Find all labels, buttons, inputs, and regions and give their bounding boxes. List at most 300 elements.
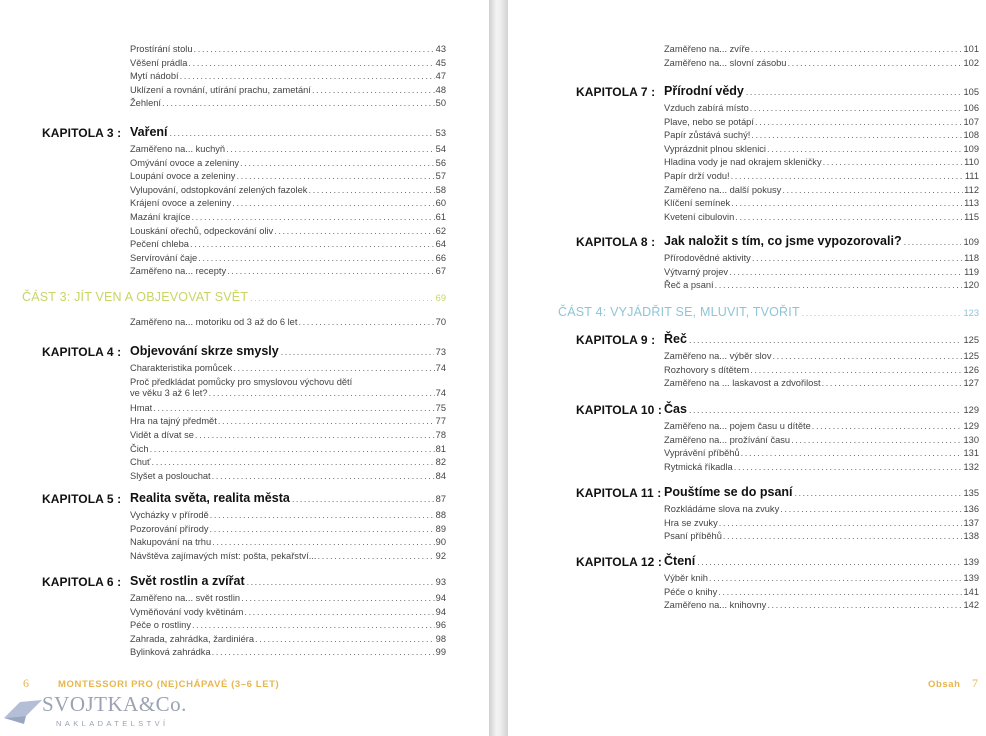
toc-entry (130, 253, 446, 264)
toc-dot-leader (255, 634, 435, 645)
toc-entry-title: Chuť (130, 457, 151, 468)
toc-entry (130, 239, 446, 250)
toc-dot-leader (715, 280, 963, 291)
toc-entry-page: 125 (963, 351, 979, 361)
toc-dot-leader (689, 405, 962, 415)
toc-dot-leader (735, 212, 963, 223)
toc-dot-leader (780, 504, 962, 515)
toc-dot-leader (209, 388, 435, 399)
toc-dot-leader (236, 171, 434, 182)
toc-dot-leader (823, 157, 964, 168)
part-heading (22, 290, 446, 304)
chapter-label: KAPITOLA 10 : (576, 403, 662, 417)
chapter-heading (664, 485, 979, 499)
toc-dot-leader (802, 308, 962, 318)
toc-dot-leader (212, 647, 435, 658)
toc-entry (130, 647, 446, 658)
toc-entry-title: Proč předkládat pomůcky pro smyslovou výchovu dětí (130, 376, 353, 387)
toc-entry (664, 144, 979, 155)
toc-entry-title: Rozkládáme slova na zvuky (664, 504, 780, 514)
toc-entry (130, 171, 446, 182)
toc-dot-leader (750, 103, 963, 114)
right-toc (508, 0, 986, 736)
toc-entry-title: Pečení chleba (130, 239, 189, 250)
chapter-page: 53 (435, 128, 446, 138)
toc-entry-page: 98 (435, 633, 446, 644)
toc-entry (130, 58, 446, 69)
toc-dot-leader (723, 531, 963, 542)
chapter-page: 73 (435, 347, 446, 357)
toc-dot-leader (750, 365, 962, 376)
toc-entry-page: 106 (963, 103, 979, 113)
toc-entry-page: 126 (963, 364, 979, 375)
chapter-label: KAPITOLA 5 : (42, 492, 122, 506)
toc-entry-page: 118 (964, 253, 979, 263)
toc-entry-title: Vyměňování vody květinám (130, 606, 244, 617)
toc-dot-leader (241, 593, 435, 604)
chapter-title: Objevování skrze smysly (130, 344, 279, 358)
chapter-label: KAPITOLA 7 : (576, 85, 656, 99)
toc-entry-title: Zaměřeno na... recepty (130, 266, 227, 277)
toc-dot-leader (152, 457, 435, 468)
toc-entry-title: Hladina vody je nad okrajem skleničky (664, 157, 822, 168)
toc-entry-page: 47 (435, 71, 446, 82)
toc-entry-page: 141 (963, 586, 979, 597)
toc-entry (130, 593, 446, 604)
chapter-title: Vaření (130, 125, 168, 139)
chapter-heading (130, 491, 446, 505)
toc-entry (664, 212, 979, 223)
left-page (0, 0, 489, 736)
toc-entry (130, 551, 446, 562)
toc-dot-leader (767, 600, 962, 611)
toc-entry-page: 113 (964, 198, 979, 209)
toc-entry-page: 99 (435, 647, 446, 658)
toc-dot-leader (244, 607, 434, 618)
toc-entry-title: Zaměřeno na... svět rostlin (130, 593, 241, 603)
chapter-heading (664, 332, 979, 346)
toc-entry-page: 74 (435, 363, 446, 373)
toc-entry-title: Rytmická říkadla (664, 461, 733, 472)
toc-entry-page: 96 (435, 620, 446, 631)
book-gutter (489, 0, 508, 736)
toc-entry-page: 50 (435, 98, 446, 109)
toc-entry-page: 131 (963, 448, 979, 459)
toc-dot-leader (227, 266, 435, 277)
toc-entry-title: Papír drží vodu! (664, 171, 730, 181)
toc-entry-page: 94 (435, 606, 446, 617)
publisher-logo (0, 692, 200, 736)
part-page: 123 (963, 308, 979, 318)
toc-entry-title: Zaměřeno na... knihovny (664, 600, 767, 611)
toc-entry-title: Péče o rostliny (130, 620, 191, 631)
toc-entry (664, 253, 979, 264)
toc-dot-leader (308, 185, 434, 196)
toc-entry-title: Omývání ovoce a zeleniny (130, 157, 240, 168)
toc-entry-page: 58 (435, 184, 446, 195)
toc-dot-leader (782, 185, 963, 196)
toc-entry (130, 71, 446, 82)
toc-dot-leader (170, 128, 434, 138)
toc-entry-page: 101 (963, 44, 979, 54)
toc-entry-title: Vyprázdnit plnou sklenici (664, 143, 766, 154)
toc-entry-title: Zaměřeno na... další pokusy (664, 184, 782, 195)
toc-entry (664, 280, 979, 291)
toc-dot-leader (746, 87, 962, 97)
toc-dot-leader (752, 253, 963, 264)
chapter-title: Realita světa, realita města (130, 491, 290, 505)
toc-dot-leader (795, 488, 962, 498)
toc-entry-title: Zaměřeno na... pojem času u dítěte (664, 421, 811, 431)
toc-entry (664, 518, 979, 529)
toc-entry-title: Mytí nádobí (130, 71, 179, 82)
toc-dot-leader (767, 144, 963, 155)
chapter-page: 139 (963, 557, 979, 567)
chapter-title: Řeč (664, 332, 687, 346)
chapter-title: Čtení (664, 554, 696, 568)
chapter-page: 109 (963, 237, 979, 247)
chapter-heading (130, 344, 446, 358)
toc-entry-page: 89 (435, 523, 446, 534)
left-running-title: MONTESSORI PRO (NE)CHÁPAVÉ (3–6 LET) (58, 679, 280, 690)
toc-entry-page: 132 (963, 461, 979, 472)
toc-entry (130, 144, 446, 155)
toc-entry-title: Charakteristika pomůcek (130, 363, 233, 373)
toc-entry (130, 44, 446, 55)
toc-entry (130, 198, 446, 209)
toc-entry-page: 57 (435, 171, 446, 182)
toc-entry-page: 66 (435, 252, 446, 263)
toc-entry-page: 120 (963, 280, 979, 291)
chapter-title: Svět rostlin a zvířat (130, 574, 245, 588)
toc-entry-page: 74 (435, 387, 446, 398)
publisher-logo-subtitle: NAKLADATELSTVÍ (56, 719, 169, 728)
toc-entry-page: 90 (435, 537, 446, 548)
toc-dot-leader (731, 171, 964, 182)
chapter-heading (664, 234, 979, 248)
chapter-heading (130, 125, 446, 139)
toc-dot-leader (772, 351, 962, 362)
toc-entry-title: Zahrada, zahrádka, žardiniéra (130, 633, 255, 644)
chapter-heading (664, 402, 979, 416)
toc-entry-title: Zaměřeno na ... laskavost a zdvořilost (664, 378, 821, 389)
toc-entry (664, 587, 979, 598)
toc-dot-leader (719, 518, 963, 529)
chapter-label: KAPITOLA 6 : (42, 575, 122, 589)
chapter-title: Čas (664, 402, 687, 416)
toc-entry (664, 171, 979, 182)
left-toc (0, 0, 489, 736)
toc-entry (664, 378, 979, 389)
toc-entry-page: 94 (435, 593, 446, 603)
toc-entry-page: 137 (963, 517, 979, 528)
chapter-page: 105 (963, 87, 979, 97)
toc-entry-page: 45 (435, 57, 446, 68)
toc-entry (130, 98, 446, 109)
chapter-heading (664, 554, 979, 568)
toc-dot-leader (232, 198, 434, 209)
right-running-title: Obsah (928, 679, 961, 690)
toc-entry (130, 537, 446, 548)
toc-entry-title: Louskání ořechů, odpeckování oliv (130, 225, 274, 236)
publisher-logo-brand: SVOJTKA&Co. (42, 692, 187, 716)
toc-entry-page: 64 (435, 239, 446, 250)
toc-entry-title: Zaměřeno na... zvíře (664, 44, 750, 54)
toc-dot-leader (153, 403, 434, 414)
toc-dot-leader (791, 435, 962, 446)
toc-dot-leader (741, 448, 963, 459)
toc-entry (664, 117, 979, 128)
chapter-heading (664, 84, 979, 98)
toc-entry-title: Zaměřeno na... slovní zásobu (664, 57, 787, 68)
right-page (508, 0, 986, 736)
toc-dot-leader (240, 158, 435, 169)
toc-entry-page: 107 (963, 116, 979, 127)
toc-entry-title: Uklízení a rovnání, utírání prachu, zametání (130, 84, 311, 95)
toc-dot-leader (274, 226, 434, 237)
toc-entry-page: 127 (963, 378, 979, 389)
toc-entry (130, 85, 446, 96)
toc-dot-leader (709, 573, 963, 584)
chapter-label: KAPITOLA 9 : (576, 333, 656, 347)
toc-dot-leader (729, 267, 963, 278)
toc-entry-title: Vylupování, odstopkování zelených fazolek (130, 184, 308, 195)
toc-dot-leader (226, 144, 435, 155)
toc-entry-title: Kvetení cibulovin (664, 211, 735, 222)
chapter-page: 93 (435, 577, 446, 587)
toc-entry-title: Věšení prádla (130, 57, 188, 68)
toc-entry-page: 54 (435, 144, 446, 154)
toc-entry (130, 524, 446, 535)
toc-entry-title: Hra se zvuky (664, 517, 718, 528)
toc-entry-title: Zaměřeno na... prožívání času (664, 434, 791, 445)
toc-entry-title: Servírování čaje (130, 252, 198, 263)
toc-entry-title: Psaní příběhů (664, 531, 722, 542)
chapter-heading (130, 574, 446, 588)
toc-entry (130, 510, 446, 521)
chapter-page: 129 (963, 405, 979, 415)
toc-entry-title: Mazání krajíce (130, 212, 191, 222)
toc-entry-page: 60 (435, 198, 446, 209)
toc-entry (664, 351, 979, 362)
toc-entry (664, 365, 979, 376)
toc-entry-page: 56 (435, 157, 446, 168)
toc-entry-page: 139 (963, 573, 979, 583)
toc-dot-leader (195, 430, 435, 441)
toc-entry (130, 444, 446, 455)
toc-entry (130, 226, 446, 237)
right-page-number: 7 (972, 676, 978, 690)
toc-entry-title: Vidět a dívat se (130, 430, 194, 440)
toc-entry-title: Vyprávění příběhů (664, 448, 740, 459)
toc-entry-page: 112 (964, 184, 979, 195)
toc-dot-leader (734, 462, 963, 473)
toc-entry (130, 607, 446, 618)
left-page-number: 6 (23, 676, 29, 690)
toc-dot-leader (192, 620, 435, 631)
toc-entry-title: Výběr knih (664, 573, 708, 583)
toc-entry (130, 471, 446, 482)
toc-dot-leader (697, 557, 961, 567)
toc-entry-title: Plave, nebo se potápí (664, 116, 754, 127)
toc-dot-leader (190, 239, 435, 250)
toc-dot-leader (210, 510, 435, 521)
chapter-title: Přírodní vědy (664, 84, 744, 98)
toc-entry (130, 363, 446, 374)
toc-entry-page: 138 (963, 531, 979, 542)
toc-entry (664, 58, 979, 69)
toc-entry-page: 111 (964, 171, 979, 181)
toc-entry (130, 185, 446, 196)
toc-entry-page: 110 (964, 157, 979, 168)
toc-dot-leader (210, 524, 435, 535)
toc-entry (130, 266, 446, 277)
toc-dot-leader (312, 85, 435, 96)
part-title: ČÁST 3: JÍT VEN A OBJEVOVAT SVĚT (22, 290, 249, 304)
toc-dot-leader (787, 58, 962, 69)
toc-entry-title: Papír zůstává suchý! (664, 130, 751, 141)
toc-dot-leader (150, 444, 435, 455)
toc-dot-leader (751, 130, 962, 141)
toc-dot-leader (250, 293, 434, 303)
toc-entry-title: Bylinková zahrádka (130, 647, 211, 658)
toc-entry-page: 67 (435, 266, 446, 277)
toc-entry (664, 130, 979, 141)
toc-entry (664, 185, 979, 196)
toc-entry-page: 84 (435, 470, 446, 481)
chapter-page: 125 (963, 335, 979, 345)
toc-entry-title: Prostírání stolu (130, 44, 193, 54)
toc-dot-leader (755, 117, 963, 128)
toc-dot-leader (212, 471, 435, 482)
toc-entry-title: Zaměřeno na... kuchyň (130, 144, 226, 154)
toc-entry (664, 103, 979, 114)
toc-entry-title: Výtvarný projev (664, 266, 729, 277)
toc-dot-leader (718, 587, 962, 598)
toc-entry-title: Návštěva zajímavých míst: pošta, pekařství... (130, 550, 317, 561)
toc-entry-page: 102 (963, 57, 979, 68)
toc-entry-title-cont: ve věku 3 až 6 let? (130, 387, 208, 398)
toc-dot-leader (247, 577, 434, 587)
toc-entry-title: Zaměřeno na... výběr slov (664, 351, 772, 361)
toc-entry (664, 462, 979, 473)
toc-entry-page: 136 (963, 504, 979, 514)
toc-entry-title: Hra na tajný předmět (130, 416, 217, 427)
chapter-label: KAPITOLA 8 : (576, 235, 656, 249)
toc-entry (664, 448, 979, 459)
toc-entry-title: Péče o knihy (664, 586, 718, 597)
toc-entry-title: Čich (130, 443, 149, 454)
toc-entry-page: 62 (435, 225, 446, 236)
toc-entry-page: 92 (435, 550, 446, 561)
toc-entry-title: Pozorování přírody (130, 523, 209, 534)
toc-entry-title: Vycházky v přírodě (130, 510, 209, 520)
chapter-label: KAPITOLA 12 : (576, 555, 662, 569)
toc-entry (130, 430, 446, 441)
toc-dot-leader (731, 198, 963, 209)
toc-entry (130, 634, 446, 645)
toc-entry-page: 78 (435, 430, 446, 440)
toc-entry (130, 377, 446, 399)
toc-entry (664, 573, 979, 584)
chapter-title: Pouštíme se do psaní (664, 485, 793, 499)
toc-entry-page: 77 (435, 416, 446, 427)
toc-entry-title: Žehlení (130, 98, 162, 109)
toc-entry (664, 504, 979, 515)
toc-dot-leader (904, 237, 962, 247)
toc-dot-leader (188, 58, 434, 69)
toc-dot-leader (812, 421, 963, 432)
toc-entry (130, 317, 446, 328)
toc-entry-page: 119 (964, 266, 979, 277)
part-title: ČÁST 4: VYJÁDŘIT SE, MLUVIT, TVOŘIT (558, 305, 800, 319)
toc-entry (664, 44, 979, 55)
toc-dot-leader (180, 71, 435, 82)
part-heading (558, 305, 979, 319)
part-page: 69 (435, 293, 446, 303)
chapter-page: 87 (435, 494, 446, 504)
toc-entry-page: 115 (964, 211, 979, 222)
toc-entry-page: 43 (435, 44, 446, 54)
toc-entry (130, 457, 446, 468)
toc-entry-title: Rozhovory s dítětem (664, 364, 750, 375)
publisher-logo-icon (2, 696, 44, 726)
toc-entry-page: 130 (963, 434, 979, 445)
toc-dot-leader (194, 44, 435, 55)
toc-dot-leader (298, 317, 434, 328)
chapter-label: KAPITOLA 4 : (42, 345, 122, 359)
toc-dot-leader (292, 494, 434, 504)
toc-entry-title: Zaměřeno na... motoriku od 3 až do 6 let (130, 317, 298, 327)
toc-dot-leader (281, 347, 434, 357)
toc-dot-leader (191, 212, 434, 223)
toc-dot-leader (162, 98, 435, 109)
toc-entry-title: Řeč a psaní (664, 280, 714, 291)
toc-dot-leader (689, 335, 962, 345)
toc-dot-leader (218, 416, 435, 427)
toc-entry-page: 70 (435, 317, 446, 327)
toc-entry (664, 600, 979, 611)
chapter-title: Jak naložit s tím, co jsme vypozorovali? (664, 234, 902, 248)
toc-entry-page: 81 (435, 443, 446, 454)
toc-dot-leader (751, 44, 963, 55)
toc-entry-page: 61 (435, 212, 446, 222)
toc-dot-leader (233, 363, 434, 374)
toc-entry-page: 129 (963, 421, 979, 431)
toc-entry-page: 82 (435, 457, 446, 468)
toc-entry-page: 88 (435, 510, 446, 520)
toc-entry (664, 157, 979, 168)
toc-entry (130, 158, 446, 169)
toc-entry (130, 212, 446, 223)
toc-dot-leader (318, 551, 435, 562)
toc-entry (664, 267, 979, 278)
toc-entry-title: Hmat (130, 402, 153, 413)
chapter-page: 135 (963, 488, 979, 498)
toc-entry (664, 435, 979, 446)
toc-entry-page: 48 (435, 84, 446, 95)
toc-entry-title: Loupání ovoce a zeleniny (130, 171, 236, 182)
toc-entry-title: Slyšet a poslouchat (130, 470, 211, 481)
toc-entry (664, 531, 979, 542)
toc-dot-leader (822, 378, 963, 389)
toc-dot-leader (198, 253, 434, 264)
toc-entry (130, 620, 446, 631)
toc-entry-page: 75 (435, 402, 446, 413)
toc-dot-leader (212, 537, 435, 548)
toc-entry-title: Přírodovědné aktivity (664, 253, 751, 263)
toc-entry-page: 109 (963, 143, 979, 154)
